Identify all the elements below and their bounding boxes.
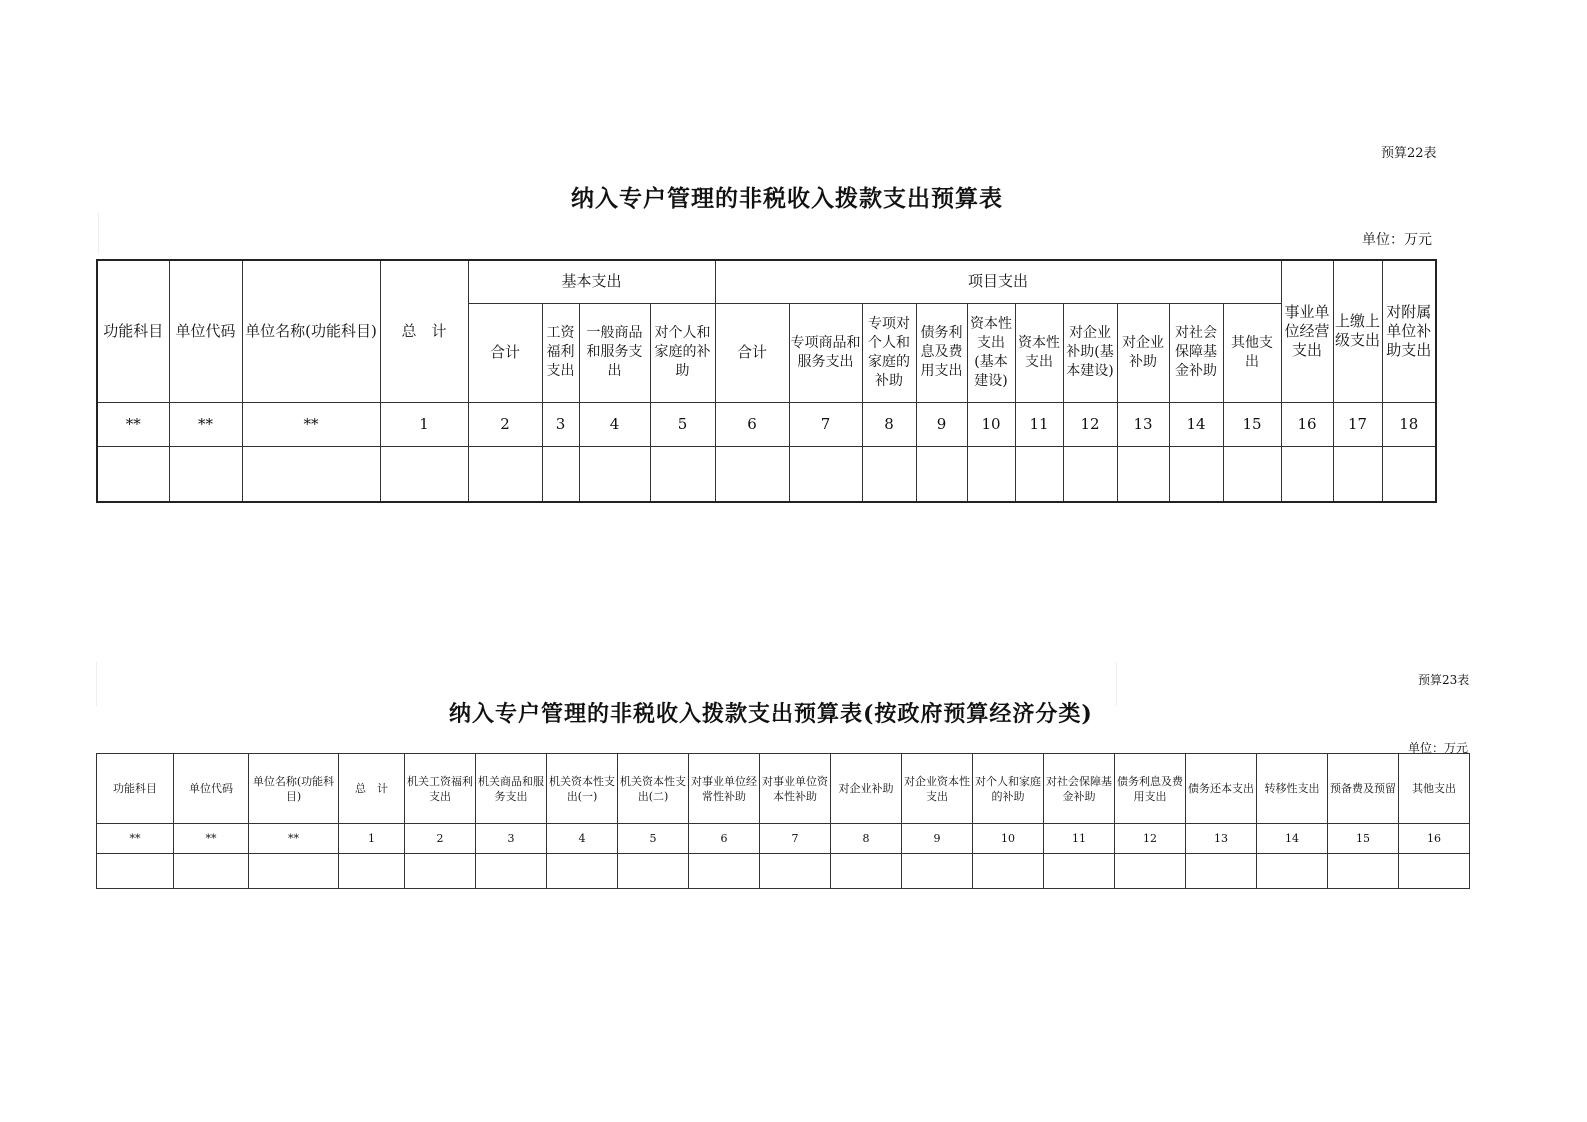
index-cell: 10: [973, 824, 1044, 854]
header-basic-goods: 一般商品和服务支出: [579, 303, 650, 402]
table1-empty-row: [97, 446, 1436, 502]
empty-cell: [547, 854, 618, 889]
empty-cell: [650, 446, 715, 502]
table2-title: 纳入专户管理的非税收入拨款支出预算表(按政府预算经济分类): [449, 701, 1093, 727]
header-proj-total: 合计: [715, 303, 789, 402]
index-cell: 14: [1257, 824, 1328, 854]
index-cell: 1: [339, 824, 405, 854]
index-cell: 11: [1044, 824, 1115, 854]
header-cell: 对事业单位经常性补助: [689, 754, 760, 824]
empty-cell: [339, 854, 405, 889]
header-cell: 转移性支出: [1257, 754, 1328, 824]
empty-cell: [1257, 854, 1328, 889]
header-name: 单位名称(功能科目): [242, 260, 380, 402]
empty-cell: [380, 446, 468, 502]
index-cell: 12: [1115, 824, 1186, 854]
table1: [96, 259, 1437, 503]
table1-index-row: [97, 402, 1436, 446]
index-cell: **: [242, 402, 380, 446]
table1-header-row-1: [97, 260, 1436, 303]
index-cell: 3: [476, 824, 547, 854]
table1-tag: 预算22表: [1381, 146, 1437, 161]
header-cell: 单位名称(功能科目): [249, 754, 339, 824]
empty-cell: [1044, 854, 1115, 889]
empty-cell: [174, 854, 249, 889]
index-cell: 1: [380, 402, 468, 446]
empty-cell: [916, 446, 967, 502]
index-cell: 6: [715, 402, 789, 446]
index-cell: **: [174, 824, 249, 854]
index-cell: 12: [1063, 402, 1117, 446]
empty-cell: [831, 854, 902, 889]
index-cell: **: [97, 824, 174, 854]
empty-cell: [689, 854, 760, 889]
header-proj-personal: 专项对个人和家庭的补助: [862, 303, 916, 402]
header-cell: 债务利息及费用支出: [1115, 754, 1186, 824]
header-cell: 功能科目: [97, 754, 174, 824]
header-total: 总 计: [380, 260, 468, 402]
table2-unit: 单位：万元: [1408, 741, 1469, 755]
header-basic-wage: 工资福利支出: [542, 303, 579, 402]
empty-cell: [1328, 854, 1399, 889]
header-cell: 机关资本性支出(一): [547, 754, 618, 824]
index-cell: 11: [1015, 402, 1063, 446]
table1-unit: 单位：万元: [1362, 232, 1432, 248]
scan-line: [1116, 662, 1117, 706]
index-cell: 14: [1169, 402, 1223, 446]
empty-cell: [1117, 446, 1169, 502]
empty-cell: [97, 446, 169, 502]
header-cell: 机关工资福利支出: [405, 754, 476, 824]
index-cell: 4: [579, 402, 650, 446]
empty-cell: [1281, 446, 1333, 502]
table2-empty-row: [97, 854, 1470, 889]
header-proj-capital-build: 资本性支出(基本建设): [967, 303, 1015, 402]
header-basic-personal: 对个人和家庭的补助: [650, 303, 715, 402]
header-cell: 机关商品和服务支出: [476, 754, 547, 824]
index-cell: 7: [760, 824, 831, 854]
table2-header-row: [97, 754, 1470, 824]
empty-cell: [468, 446, 542, 502]
empty-cell: [249, 854, 339, 889]
index-cell: 18: [1382, 402, 1436, 446]
header-basic-group: 基本支出: [468, 260, 715, 303]
header-cell: 其他支出: [1399, 754, 1470, 824]
empty-cell: [760, 854, 831, 889]
empty-cell: [1186, 854, 1257, 889]
index-cell: 13: [1117, 402, 1169, 446]
header-code: 单位代码: [169, 260, 242, 402]
table1-title: 纳入专户管理的非税收入拨款支出预算表: [571, 185, 1003, 212]
empty-cell: [1223, 446, 1281, 502]
index-cell: 13: [1186, 824, 1257, 854]
empty-cell: [618, 854, 689, 889]
header-cell: 债务还本支出: [1186, 754, 1257, 824]
index-cell: 15: [1223, 402, 1281, 446]
index-cell: 7: [789, 402, 862, 446]
table2-tag: 预算23表: [1418, 673, 1470, 687]
header-biz: 事业单位经营支出: [1281, 260, 1333, 402]
index-cell: 4: [547, 824, 618, 854]
header-proj-goods: 专项商品和服务支出: [789, 303, 862, 402]
empty-cell: [715, 446, 789, 502]
empty-cell: [902, 854, 973, 889]
index-cell: **: [169, 402, 242, 446]
empty-cell: [242, 446, 380, 502]
table2-index-row: [97, 824, 1470, 854]
empty-cell: [1333, 446, 1382, 502]
empty-cell: [789, 446, 862, 502]
header-cell: 对企业补助: [831, 754, 902, 824]
header-proj-ent: 对企业补助: [1117, 303, 1169, 402]
header-proj-ent-build: 对企业补助(基本建设): [1063, 303, 1117, 402]
header-cell: 对企业资本性支出: [902, 754, 973, 824]
header-basic-total: 合计: [468, 303, 542, 402]
header-cell: 总 计: [339, 754, 405, 824]
header-upper: 上缴上级支出: [1333, 260, 1382, 402]
header-project-group: 项目支出: [715, 260, 1281, 303]
table2: [96, 753, 1470, 889]
empty-cell: [862, 446, 916, 502]
index-cell: 6: [689, 824, 760, 854]
header-cell: 对事业单位资本性补助: [760, 754, 831, 824]
empty-cell: [1169, 446, 1223, 502]
index-cell: 8: [862, 402, 916, 446]
header-proj-other: 其他支出: [1223, 303, 1281, 402]
index-cell: 2: [468, 402, 542, 446]
empty-cell: [1399, 854, 1470, 889]
empty-cell: [1382, 446, 1436, 502]
empty-cell: [1115, 854, 1186, 889]
header-cell: 单位代码: [174, 754, 249, 824]
empty-cell: [476, 854, 547, 889]
empty-cell: [169, 446, 242, 502]
empty-cell: [405, 854, 476, 889]
empty-cell: [579, 446, 650, 502]
index-cell: 17: [1333, 402, 1382, 446]
index-cell: 15: [1328, 824, 1399, 854]
index-cell: **: [97, 402, 169, 446]
header-cell: 机关资本性支出(二): [618, 754, 689, 824]
header-cell: 对个人和家庭的补助: [973, 754, 1044, 824]
index-cell: 16: [1281, 402, 1333, 446]
empty-cell: [542, 446, 579, 502]
header-subsidiary: 对附属单位补助支出: [1382, 260, 1436, 402]
header-cell: 对社会保障基金补助: [1044, 754, 1115, 824]
scan-line: [98, 212, 99, 254]
header-proj-debt: 债务利息及费用支出: [916, 303, 967, 402]
header-func: 功能科目: [97, 260, 169, 402]
header-cell: 预备费及预留: [1328, 754, 1399, 824]
index-cell: 3: [542, 402, 579, 446]
empty-cell: [97, 854, 174, 889]
empty-cell: [967, 446, 1015, 502]
index-cell: 9: [902, 824, 973, 854]
index-cell: 16: [1399, 824, 1470, 854]
index-cell: 8: [831, 824, 902, 854]
index-cell: 5: [618, 824, 689, 854]
empty-cell: [973, 854, 1044, 889]
index-cell: 2: [405, 824, 476, 854]
index-cell: **: [249, 824, 339, 854]
index-cell: 5: [650, 402, 715, 446]
header-proj-capital: 资本性支出: [1015, 303, 1063, 402]
header-proj-social: 对社会保障基金补助: [1169, 303, 1223, 402]
scan-line: [96, 662, 97, 706]
empty-cell: [1063, 446, 1117, 502]
index-cell: 10: [967, 402, 1015, 446]
empty-cell: [1015, 446, 1063, 502]
index-cell: 9: [916, 402, 967, 446]
